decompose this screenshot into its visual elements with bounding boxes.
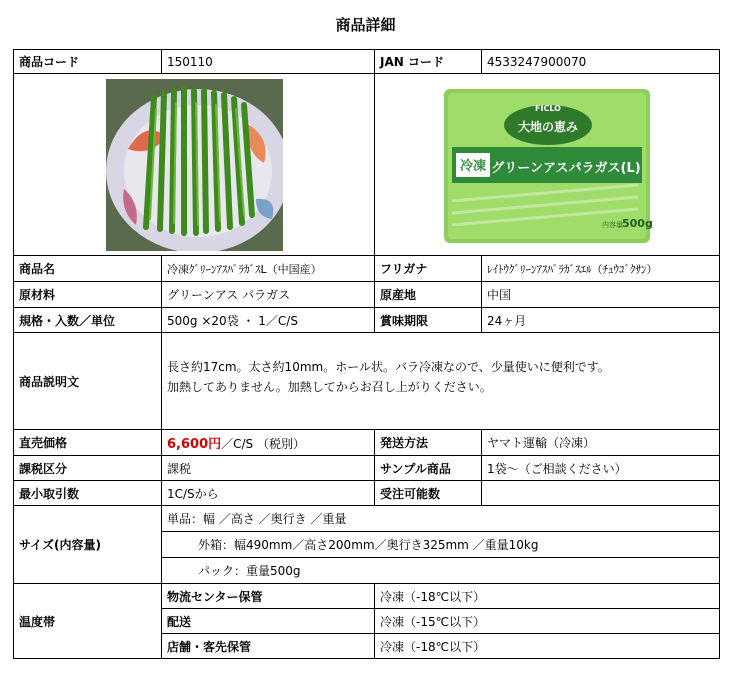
origin-label: 原産地: [375, 282, 482, 308]
expiry-label: 賞味期限: [375, 308, 482, 333]
expiry-value: 24ヶ月: [482, 308, 720, 333]
temp-3-value: 冷凍（-18℃以下）: [375, 634, 720, 659]
package-tagline: 大地の恵み: [517, 119, 579, 134]
kana-value: ﾚｲﾄｳｸﾞﾘｰﾝｱｽﾊﾟﾗｶﾞｽｴﾙ（ﾁｭｳｺﾞｸｻﾝ）: [482, 256, 720, 282]
row-tax: [14, 456, 720, 481]
desc-line-2: 加熱してありません。加熱してからお召し上がりください。: [167, 380, 492, 394]
price-cell: [162, 430, 375, 456]
code-label: 商品コード: [14, 50, 162, 74]
code-value: 150110: [162, 50, 375, 74]
temp-label: 温度帯: [14, 584, 162, 659]
ship-value: ヤマト運輸（冷凍）: [482, 430, 720, 456]
package-weight: 500g: [622, 216, 653, 230]
photo-cell: [14, 74, 375, 256]
page-title: 商品詳細: [335, 16, 396, 34]
row-spec: [14, 308, 720, 333]
material-value: グリーンアス パラガス: [162, 282, 375, 308]
product-spec-table: [13, 49, 720, 659]
row-temp-1: [14, 584, 720, 609]
row-name: [14, 256, 720, 282]
row-code: [14, 50, 720, 74]
row-description: [14, 333, 720, 430]
spec-label: 規格・入数／単位: [14, 308, 162, 333]
order-label: 受注可能数: [375, 481, 482, 506]
row-price: [14, 430, 720, 456]
name-label: 商品名: [14, 256, 162, 282]
min-value: 1C/Sから: [162, 481, 375, 506]
row-min: [14, 481, 720, 506]
price-label: 直売価格: [14, 430, 162, 456]
order-value: [482, 481, 720, 506]
tax-value: 課税: [162, 456, 375, 481]
size-label: サイズ(内容量): [14, 506, 162, 584]
size-outer: 外箱：幅490mm／高さ200mm／奥行き325mm ／重量10kg: [162, 532, 720, 558]
min-label: 最小取引数: [14, 481, 162, 506]
name-value: 冷凍ｸﾞﾘｰﾝｱｽﾊﾟﾗｶﾞｽL（中国産）: [162, 256, 375, 282]
price-unit: ／C/S （税別）: [221, 437, 305, 451]
row-size-unit: [14, 506, 720, 532]
package-photo: [438, 83, 656, 247]
temp-3-label: 店舗・客先保管: [162, 634, 375, 659]
desc-value: [162, 333, 720, 430]
sample-value: 1袋～（ご相談ください）: [482, 456, 720, 481]
package-cell: [375, 74, 720, 256]
size-unit: 単品：幅 ／高さ ／奥行き ／重量: [162, 506, 720, 532]
row-images: [14, 74, 720, 256]
temp-1-value: 冷凍（-18℃以下）: [375, 584, 720, 609]
kana-label: フリガナ: [375, 256, 482, 282]
size-pack: パック：重量500g: [162, 558, 720, 584]
package-freeze-tag: 冷凍: [459, 158, 487, 174]
origin-value: 中国: [482, 282, 720, 308]
jan-value: 4533247900070: [482, 50, 720, 74]
package-product-text: グリーンアスパラガス(L): [491, 160, 641, 176]
desc-label: 商品説明文: [14, 333, 162, 430]
package-brand: FICLO: [535, 103, 561, 113]
price-value: 6,600円: [167, 437, 222, 452]
row-material: [14, 282, 720, 308]
package-content-label: 内容量: [602, 220, 623, 229]
temp-1-label: 物流センター保管: [162, 584, 375, 609]
spec-value: 500g ×20袋 ・ 1／C/S: [162, 308, 375, 333]
tax-label: 課税区分: [14, 456, 162, 481]
ship-label: 発送方法: [375, 430, 482, 456]
sample-label: サンプル商品: [375, 456, 482, 481]
jan-label: JAN コード: [375, 50, 482, 74]
desc-line-1: 長さ約17cm。太さ約10mm。ホール状。バラ冷凍なので、少量使いに便利です。: [167, 360, 610, 374]
temp-2-value: 冷凍（-15℃以下）: [375, 609, 720, 634]
asparagus-plate-photo: [106, 79, 283, 251]
temp-2-label: 配送: [162, 609, 375, 634]
material-label: 原材料: [14, 282, 162, 308]
